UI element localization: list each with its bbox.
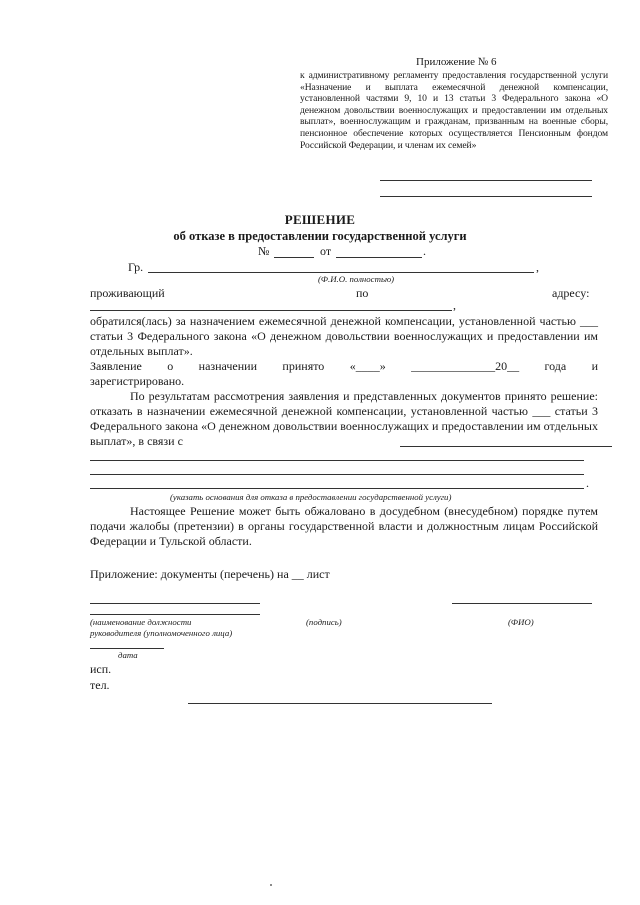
position-hint-2: руководителя (уполномоченного лица)	[90, 628, 233, 638]
bottom-line	[188, 703, 492, 704]
fio-line[interactable]	[452, 603, 592, 604]
reason-field-2[interactable]	[90, 460, 584, 461]
number-field[interactable]	[274, 257, 314, 258]
reason-field-3[interactable]	[90, 474, 584, 475]
position-line-1[interactable]	[90, 603, 260, 604]
p2-word: назначении	[198, 359, 258, 373]
paragraph-appeal: Настоящее Решение может быть обжаловано в досудебном (внесудебном) порядке путем подачи жалобы (претензии) в органы государственной власти и должностным лицам Российской Федерации и Тульской области.	[90, 504, 598, 548]
living-label: проживающий	[90, 286, 165, 300]
position-hint-1: (наименование должности	[90, 617, 192, 627]
paragraph-application: обратился(лась) за назначением ежемесячной денежной компенсации, установленной частью ___ статьи 3 Федерального закона «О денежном довольствии военнослужащих и предоставлении им отдельных выплат».	[90, 314, 598, 358]
p2-word: о	[167, 359, 174, 373]
fio-hint-sign: (ФИО)	[508, 617, 534, 627]
date-label: от	[320, 244, 332, 258]
address-field[interactable]	[90, 310, 452, 311]
appendix-title: Приложение № 6	[416, 56, 497, 68]
date-sign-line[interactable]	[90, 648, 164, 649]
p2-word: Заявление	[90, 359, 142, 373]
appendix-line-2	[380, 196, 592, 197]
citizen-prefix: Гр.	[128, 260, 144, 274]
date-end-dot: .	[423, 244, 426, 258]
signature-hint: (подпись)	[306, 617, 342, 627]
p2-word: и	[591, 359, 598, 373]
paragraph-registration-line	[90, 359, 598, 374]
number-label: №	[258, 244, 270, 258]
scan-dot	[270, 884, 272, 886]
address-comma: ,	[453, 298, 456, 312]
p2-word: года	[544, 359, 567, 373]
paragraph-decision: По результатам рассмотрения заявления и представленных документов принято решение: отказать в назначении ежемесячной денежной компенсации, установленной частью ___ статьи 3 Федерального закона «О денежном довольствии военнослужащих и предоставлении им отдельных выплат», в связи с	[90, 389, 598, 448]
document-subtitle: об отказе в предоставлении государственной услуги	[173, 229, 467, 243]
position-line-2[interactable]	[90, 614, 260, 615]
p2-day-field[interactable]: «____»	[349, 359, 386, 373]
phone-label: тел.	[90, 678, 110, 692]
date-hint: дата	[118, 650, 138, 660]
reason-hint: (указать основания для отказа в предоставлении государственной услуги)	[170, 492, 452, 502]
fio-hint: (Ф.И.О. полностью)	[318, 274, 395, 284]
appendix-text: к административному регламенту предоставления государственной услуги «Назначение и выплата ежемесячной денежной компенсации, установленной частями 9, 10 и 13 статьи 3 Федерального закона «О денежном довольствии военнослужащих и предоставлении им отдельных выплат», военнослужащим и гражданам, призванным на военные сборы, пенсионное обеспечение которых осуществляется Пенсионным фондом Российской Федерации, и членам их семей»	[300, 70, 608, 151]
p2-end: зарегистрировано.	[90, 374, 185, 388]
reason-field-1[interactable]	[400, 446, 612, 447]
citizen-comma: ,	[536, 260, 539, 274]
date-field[interactable]	[336, 257, 422, 258]
appendix-line-1	[380, 180, 592, 181]
po-label: по	[356, 286, 369, 300]
attachment-line: Приложение: документы (перечень) на __ лист	[90, 567, 330, 581]
reason-field-4[interactable]	[90, 488, 584, 489]
reason-end-dot: .	[586, 476, 589, 490]
executor-label: исп.	[90, 662, 112, 676]
p2-word: принято	[282, 359, 325, 373]
address-label: адресу:	[552, 286, 590, 300]
citizen-name-field[interactable]	[148, 272, 534, 273]
p2-date-field[interactable]: ______________20__	[411, 359, 520, 373]
document-title: РЕШЕНИЕ	[284, 212, 356, 227]
